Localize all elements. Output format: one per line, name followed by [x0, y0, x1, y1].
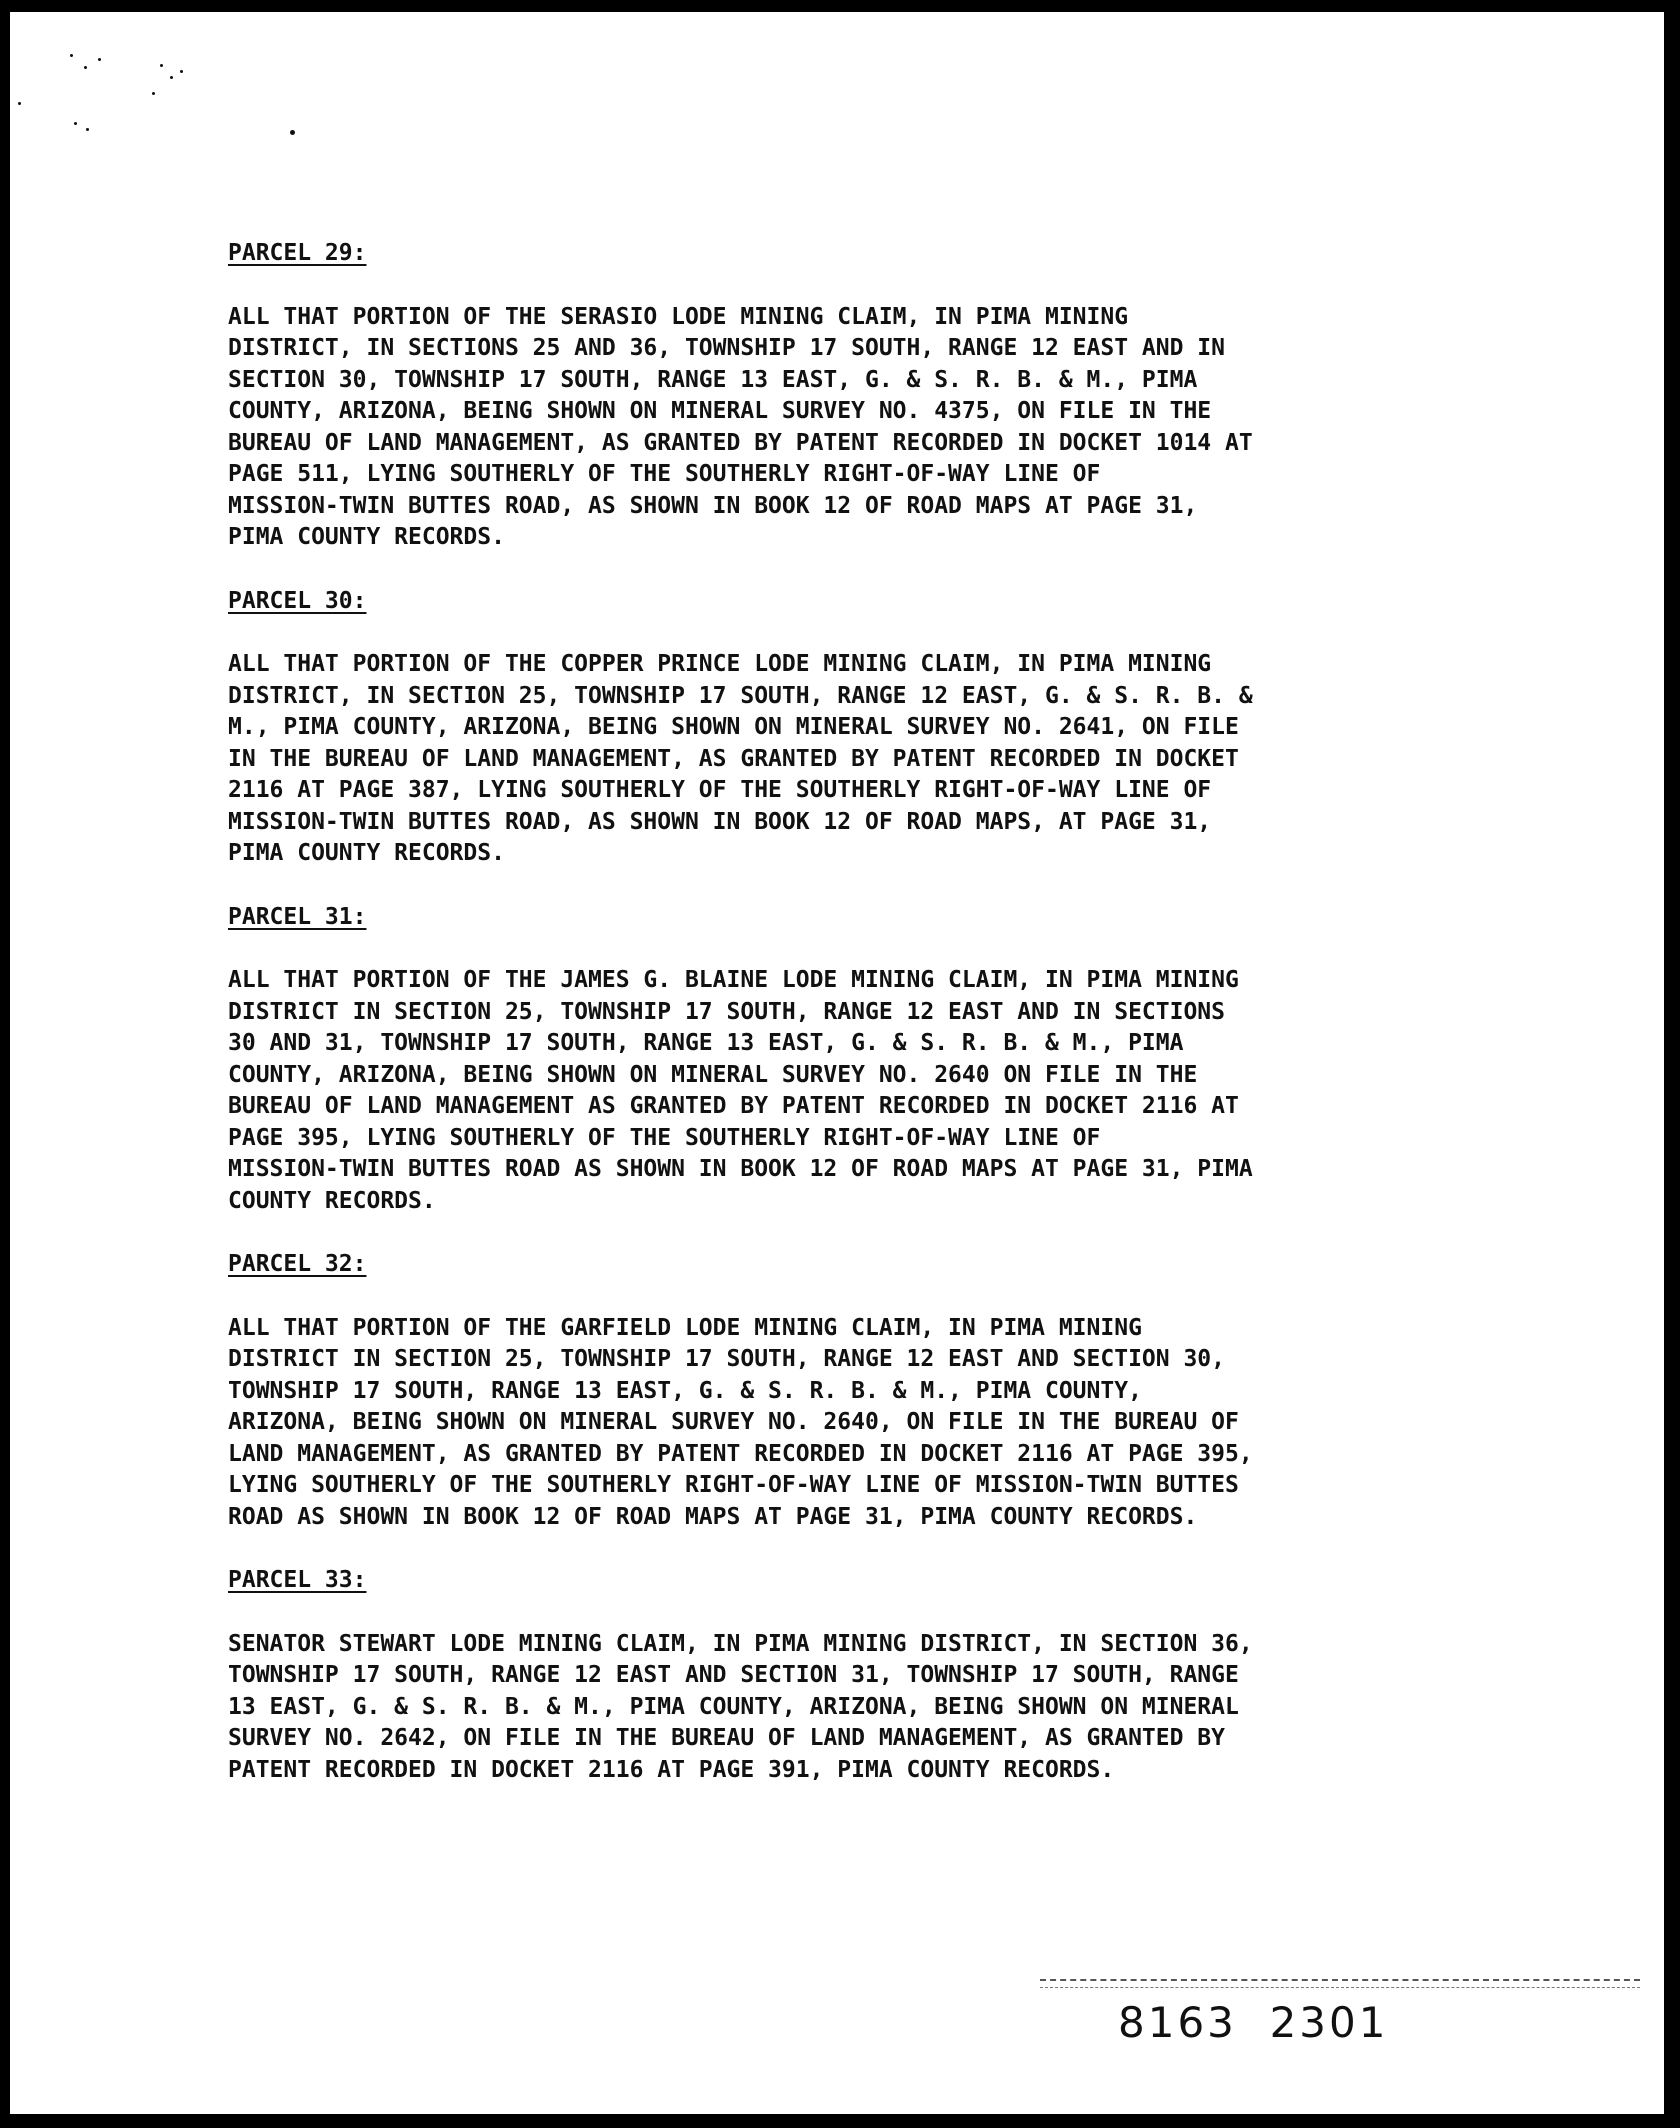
page-number: 8163 2301 [1118, 1998, 1389, 2047]
parcel-text-line: MISSION-TWIN BUTTES ROAD, AS SHOWN IN BOOK 12 OF ROAD MAPS AT PAGE 31, [228, 492, 1198, 519]
parcel-text-line: TOWNSHIP 17 SOUTH, RANGE 12 EAST AND SECTION 31, TOWNSHIP 17 SOUTH, RANGE [228, 1662, 1239, 1688]
parcel-heading: PARCEL 30: [228, 587, 367, 614]
parcel-text-line: PIMA COUNTY RECORDS. [228, 840, 505, 866]
parcel-text-line: ROAD AS SHOWN IN BOOK 12 OF ROAD MAPS AT PAGE 31, PIMA COUNTY RECORDS. [228, 1503, 1198, 1530]
parcel-text-line: COUNTY, ARIZONA, BEING SHOWN ON MINERAL SURVEY NO. 4375, ON FILE IN THE [228, 398, 1212, 424]
parcel-heading: PARCEL 33: [228, 1567, 367, 1593]
scan-speck [74, 122, 77, 125]
parcel-section [228, 902, 1378, 1218]
parcel-text-line: LAND MANAGEMENT, AS GRANTED BY PATENT RECORDED IN DOCKET 2116 AT PAGE 395, [228, 1440, 1253, 1467]
parcel-section [228, 1565, 1378, 1786]
parcel-text-line: DISTRICT, IN SECTIONS 25 AND 36, TOWNSHIP 17 SOUTH, RANGE 12 EAST AND IN [228, 335, 1225, 361]
parcel-text-line: ALL THAT PORTION OF THE SERASIO LODE MINING CLAIM, IN PIMA MINING [228, 303, 1129, 330]
parcel-text-line: PIMA COUNTY RECORDS. [228, 524, 505, 550]
parcel-text-line: DISTRICT IN SECTION 25, TOWNSHIP 17 SOUTH, RANGE 12 EAST AND IN SECTIONS [228, 998, 1225, 1025]
parcel-text-line: 2116 AT PAGE 387, LYING SOUTHERLY OF THE SOUTHERLY RIGHT-OF-WAY LINE OF [228, 777, 1212, 803]
parcel-text-line: LYING SOUTHERLY OF THE SOUTHERLY RIGHT-OF-WAY LINE OF MISSION-TWIN BUTTES [228, 1472, 1239, 1498]
parcel-text-line: MISSION-TWIN BUTTES ROAD AS SHOWN IN BOOK 12 OF ROAD MAPS AT PAGE 31, PIMA [228, 1156, 1253, 1182]
scan-speck [86, 128, 89, 131]
parcel-text-line: SURVEY NO. 2642, ON FILE IN THE BUREAU OF LAND MANAGEMENT, AS GRANTED BY [228, 1725, 1225, 1751]
parcel-text-line: PATENT RECORDED IN DOCKET 2116 AT PAGE 391, PIMA COUNTY RECORDS. [228, 1756, 1115, 1783]
parcel-text-line: TOWNSHIP 17 SOUTH, RANGE 13 EAST, G. & S. R. B. & M., PIMA COUNTY, [228, 1377, 1142, 1404]
scan-speck [84, 66, 87, 69]
parcel-text-line: COUNTY, ARIZONA, BEING SHOWN ON MINERAL SURVEY NO. 2640 ON FILE IN THE [228, 1061, 1198, 1088]
parcel-heading: PARCEL 32: [228, 1251, 367, 1277]
parcel-text-line: SENATOR STEWART LODE MINING CLAIM, IN PIMA MINING DISTRICT, IN SECTION 36, [228, 1630, 1253, 1657]
scan-speck [180, 70, 183, 73]
parcel-text-line: BUREAU OF LAND MANAGEMENT, AS GRANTED BY PATENT RECORDED IN DOCKET 1014 AT [228, 429, 1253, 456]
parcel-text-line: SECTION 30, TOWNSHIP 17 SOUTH, RANGE 13 EAST, G. & S. R. B. & M., PIMA [228, 366, 1198, 393]
scan-speck [170, 76, 173, 79]
scan-speck [18, 102, 21, 105]
parcel-text-line: PAGE 395, LYING SOUTHERLY OF THE SOUTHERLY RIGHT-OF-WAY LINE OF [228, 1124, 1101, 1151]
document-page [10, 12, 1664, 2114]
footer-rule [1040, 1987, 1640, 1988]
parcel-section [228, 238, 1378, 554]
parcel-text-line: IN THE BUREAU OF LAND MANAGEMENT, AS GRANTED BY PATENT RECORDED IN DOCKET [228, 745, 1239, 772]
document-body [228, 238, 1378, 1818]
parcel-text-line: DISTRICT, IN SECTION 25, TOWNSHIP 17 SOUTH, RANGE 12 EAST, G. & S. R. B. & [228, 682, 1253, 709]
parcel-text-line: ALL THAT PORTION OF THE COPPER PRINCE LODE MINING CLAIM, IN PIMA MINING [228, 651, 1212, 677]
parcel-text-line: ALL THAT PORTION OF THE GARFIELD LODE MINING CLAIM, IN PIMA MINING [228, 1314, 1142, 1341]
parcel-heading: PARCEL 31: [228, 903, 367, 930]
parcel-text-line: M., PIMA COUNTY, ARIZONA, BEING SHOWN ON MINERAL SURVEY NO. 2641, ON FILE [228, 714, 1239, 740]
scan-speck [152, 92, 155, 95]
parcel-text-line: 30 AND 31, TOWNSHIP 17 SOUTH, RANGE 13 EAST, G. & S. R. B. & M., PIMA [228, 1030, 1184, 1056]
parcel-text-line: ARIZONA, BEING SHOWN ON MINERAL SURVEY NO. 2640, ON FILE IN THE BUREAU OF [228, 1409, 1239, 1435]
scan-speck [70, 54, 73, 57]
scan-speck [98, 58, 101, 61]
parcel-text-line: COUNTY RECORDS. [228, 1187, 436, 1214]
parcel-text-line: DISTRICT IN SECTION 25, TOWNSHIP 17 SOUTH, RANGE 12 EAST AND SECTION 30, [228, 1346, 1225, 1372]
footer-rule [1040, 1979, 1640, 1981]
parcel-text-line: 13 EAST, G. & S. R. B. & M., PIMA COUNTY, ARIZONA, BEING SHOWN ON MINERAL [228, 1693, 1239, 1720]
scan-speck [160, 64, 163, 67]
scan-speck [290, 130, 295, 135]
parcel-text-line: PAGE 511, LYING SOUTHERLY OF THE SOUTHERLY RIGHT-OF-WAY LINE OF [228, 461, 1101, 487]
parcel-section [228, 1249, 1378, 1533]
parcel-text-line: BUREAU OF LAND MANAGEMENT AS GRANTED BY PATENT RECORDED IN DOCKET 2116 AT [228, 1093, 1239, 1119]
parcel-text-line: ALL THAT PORTION OF THE JAMES G. BLAINE LODE MINING CLAIM, IN PIMA MINING [228, 967, 1239, 993]
parcel-heading: PARCEL 29: [228, 240, 367, 266]
parcel-text-line: MISSION-TWIN BUTTES ROAD, AS SHOWN IN BOOK 12 OF ROAD MAPS, AT PAGE 31, [228, 808, 1212, 835]
parcel-section [228, 586, 1378, 870]
